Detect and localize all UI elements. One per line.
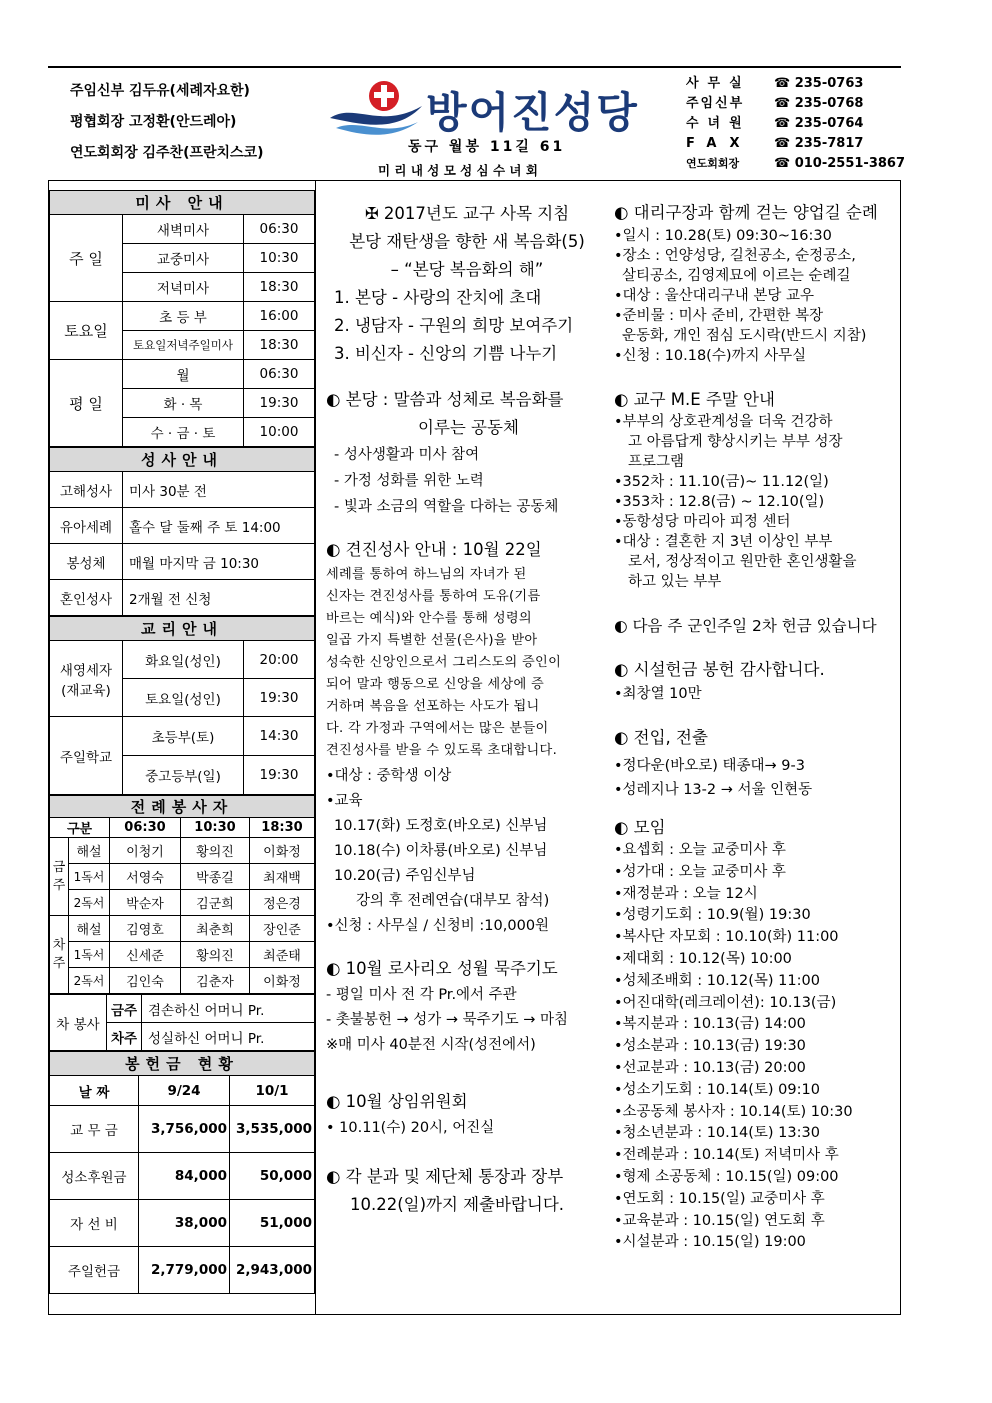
cha-week: 차주 (107, 1023, 142, 1051)
policy-item: 2. 냉담자 - 구원의 희망 보여주기 (334, 316, 574, 335)
pilgrimage-item: •장소 : 언양성당, 길천공소, 순정공소, (614, 248, 856, 264)
mass-time: 16:00 (244, 302, 315, 331)
rosary-item: ※매 미사 40분전 시작(성전에서) (326, 1037, 536, 1053)
server-name: 박순자 (110, 890, 181, 916)
left-column (49, 190, 315, 1294)
mass-name: 새벽미사 (123, 215, 244, 244)
saturday-label: 토요일 (50, 302, 123, 360)
sacrament-name: 봉성체 (50, 544, 123, 580)
meeting-item: •시설분과 : 10.15(일) 19:00 (614, 1234, 806, 1251)
sacrament-name: 유아세례 (50, 508, 123, 544)
mass-time: 06:30 (244, 215, 315, 244)
offering-head: 날 짜 (50, 1076, 139, 1106)
sacrament-name: 고해성사 (50, 472, 123, 508)
meeting-item: •연도회 : 10.15(일) 교중미사 후 (614, 1190, 825, 1207)
cha-table (49, 994, 315, 1051)
next-week-label: 차주 (50, 916, 69, 994)
policy-title: ✠ 2017년도 교구 사목 지침 (364, 204, 570, 223)
header-staff (70, 76, 263, 169)
sacrament-value: 2개월 전 신청 (123, 580, 315, 616)
bankbook-heading: 10.22(일)까지 제출바랍니다. (350, 1195, 565, 1214)
class-time: 19:30 (244, 679, 315, 717)
me-item: •대상 : 결혼한 지 3년 이상인 부부 (614, 534, 833, 550)
pilgrimage-item: •대상 : 울산대리구내 본당 교우 (614, 288, 814, 304)
offering-head: 9/24 (139, 1076, 230, 1106)
standing-committee-heading: ◐ 10월 상임위원회 (326, 1092, 468, 1111)
offering-head: 10/1 (230, 1076, 315, 1106)
pastor-line: 주임신부 김두유(세례자요한) (70, 83, 250, 99)
servers-head: 10:30 (181, 818, 250, 838)
parish-heading: ◐ 본당 : 말씀과 성체로 복음화를 (326, 390, 564, 409)
offering-table (49, 1051, 315, 1294)
second-collection-heading: ◐ 다음 주 군인주일 2차 헌금 있습니다 (614, 617, 877, 635)
mass-name: 토요일저녁주일미사 (123, 331, 244, 360)
offering-value: 84,000 (139, 1153, 230, 1200)
me-item: •352차 : 11.10(금)~ 11.12(일) (614, 474, 829, 490)
offering-value: 3,535,000 (230, 1106, 315, 1153)
cha-week: 금주 (107, 995, 142, 1023)
me-item: 고 아름답게 향상시키는 부부 성장 (628, 434, 843, 450)
policy-item: 3. 비신자 - 신앙의 기쁨 나누기 (334, 344, 558, 363)
me-item: •동항성당 마리아 피정 센터 (614, 514, 791, 530)
server-role: 해설 (69, 838, 110, 864)
transfer-item: •성레지나 13-2 → 서울 인현동 (614, 782, 813, 798)
weekday-label: 평 일 (50, 360, 123, 447)
column-divider (315, 180, 316, 1315)
server-name: 황의진 (181, 838, 250, 864)
meeting-item: •선교분과 : 10.13(금) 20:00 (614, 1059, 806, 1076)
contact-fax: FAX ☎ 235-7817 (686, 136, 864, 151)
meeting-item: •복지분과 : 10.13(금) 14:00 (614, 1016, 806, 1033)
server-name: 최춘희 (181, 916, 250, 942)
server-role: 해설 (69, 916, 110, 942)
policy-item: 1. 본당 - 사랑의 잔치에 초대 (334, 288, 542, 307)
offering-title: 봉헌금 현황 (50, 1052, 315, 1076)
offering-value: 38,000 (139, 1200, 230, 1247)
doctrine-table (49, 616, 315, 795)
pilgrimage-item: 살티공소, 김영제묘에 이르는 순례길 (622, 268, 851, 284)
class-name: 초등부(토) (123, 717, 244, 756)
mass-name: 수 · 금 · 토 (123, 418, 244, 447)
server-role: 1독서 (69, 942, 110, 968)
meeting-item: •성가대 : 오늘 교중미사 후 (614, 863, 786, 880)
mass-name: 월 (123, 360, 244, 389)
mass-time: 06:30 (244, 360, 315, 389)
meeting-item: •청소년분과 : 10.14(토) 13:30 (614, 1125, 820, 1142)
offering-value: 3,756,000 (139, 1106, 230, 1153)
server-name: 이화정 (250, 838, 315, 864)
pilgrimage-item: 운동화, 개인 점심 도시락(반드시 지참) (622, 328, 867, 344)
server-role: 2독서 (69, 890, 110, 916)
meeting-item: •전례분과 : 10.14(토) 저녁미사 후 (614, 1147, 839, 1164)
meeting-item: •복사단 자모회 : 10.10(화) 11:00 (614, 929, 839, 946)
server-name: 서영숙 (110, 864, 181, 890)
parish-address: 동구 월봉 11길 61 (408, 139, 566, 155)
sacrament-title: 성사안내 (50, 448, 315, 472)
sacrament-value: 홀수 달 둘째 주 토 14:00 (123, 508, 315, 544)
right-column (614, 200, 896, 1254)
me-item: 로서, 정상적이고 원만한 혼인생활을 (628, 554, 857, 570)
class-name: 토요일(성인) (123, 679, 244, 717)
meeting-item: •형제 소공동체 : 10.15(일) 09:00 (614, 1168, 839, 1185)
meeting-item: •성체조배회 : 10.12(목) 11:00 (614, 972, 820, 989)
meeting-item: •제대회 : 10.12(목) 10:00 (614, 950, 792, 967)
this-week-label: 금주 (50, 838, 69, 916)
mass-time: 10:30 (244, 244, 315, 273)
offering-value: 50,000 (230, 1153, 315, 1200)
cha-value: 겸손하신 어머니 Pr. (142, 995, 315, 1023)
server-role: 1독서 (69, 864, 110, 890)
server-name: 신세준 (110, 942, 181, 968)
contact-yeondo: 연도회회장 ☎ 010-2551-3867 (686, 156, 906, 171)
offering-value: 51,000 (230, 1200, 315, 1247)
mass-name: 초 등 부 (123, 302, 244, 331)
offering-label: 자 선 비 (50, 1200, 139, 1247)
mass-time: 18:30 (244, 331, 315, 360)
class-time: 14:30 (244, 717, 315, 756)
new-catechumen-label: 새영세자 (재교육) (50, 641, 123, 717)
header-top-rule (48, 66, 901, 68)
offering-label: 주일헌금 (50, 1247, 139, 1294)
parish-title: 방어진성당 (426, 88, 639, 137)
offering-label: 교 무 금 (50, 1106, 139, 1153)
rosary-item: - 평일 미사 전 각 Pr.에서 주관 (326, 987, 517, 1003)
server-name: 김영호 (110, 916, 181, 942)
class-name: 화요일(성인) (123, 641, 244, 679)
middle-column (326, 200, 608, 1219)
servers-head: 18:30 (250, 818, 315, 838)
cha-label: 차 봉사 (50, 995, 107, 1051)
council-president-line: 평협회장 고정환(안드레아) (70, 114, 237, 130)
sacrament-table (49, 447, 315, 616)
meeting-item: •어진대학(레크레이션): 10.13(금) (614, 994, 837, 1011)
server-name: 최준태 (250, 942, 315, 968)
sunday-school-label: 주일학교 (50, 717, 123, 795)
mass-name: 교중미사 (123, 244, 244, 273)
meeting-item: •성령기도회 : 10.9(월) 19:30 (614, 907, 811, 924)
mass-name: 화 · 목 (123, 389, 244, 418)
meeting-item: •재정분과 : 오늘 12시 (614, 885, 758, 902)
mass-table (49, 190, 315, 447)
server-name: 최재백 (250, 864, 315, 890)
class-time: 19:30 (244, 756, 315, 795)
servers-table (49, 795, 315, 994)
policy-theme: – “본당 복음화의 해” (390, 260, 544, 279)
server-name: 정은경 (250, 890, 315, 916)
parish-item: - 빛과 소금의 역할을 다하는 공동체 (334, 499, 559, 515)
pilgrimage-heading: ◐ 대리구장과 함께 걷는 양업길 순례 (614, 203, 878, 222)
mass-time: 19:30 (244, 389, 315, 418)
server-name: 장인준 (250, 916, 315, 942)
pilgrimage-item: •일시 : 10.28(토) 09:30~16:30 (614, 228, 832, 244)
mass-title: 미사 안내 (50, 191, 315, 215)
servers-title: 전례봉사자 (50, 796, 315, 818)
server-name: 김춘자 (181, 968, 250, 994)
offering-value: 2,779,000 (139, 1247, 230, 1294)
class-name: 중고등부(일) (123, 756, 244, 795)
sacrament-value: 미사 30분 전 (123, 472, 315, 508)
parish-heading: 이루는 공동체 (418, 418, 519, 437)
mass-time: 10:00 (244, 418, 315, 447)
meeting-item: •요셉회 : 오늘 교중미사 후 (614, 842, 786, 858)
me-weekend-heading: ◐ 교구 M.E 주말 안내 (614, 390, 775, 409)
yeondo-president-line: 연도회회장 김주찬(프란치스코) (70, 145, 264, 161)
facility-offering-heading: ◐ 시설헌금 봉헌 감사합니다. (614, 660, 825, 679)
mass-name: 저녁미사 (123, 273, 244, 302)
server-name: 김군희 (181, 890, 250, 916)
convent-name: 미 리 내 성 모 성 심 수 녀 회 (378, 163, 538, 178)
me-item: 하고 있는 부부 (628, 574, 722, 590)
doctrine-title: 교리안내 (50, 617, 315, 641)
contact-convent: 수녀원 ☎ 235-0764 (686, 116, 864, 131)
servers-head: 구분 (50, 818, 110, 838)
confirmation-details: •대상 : 중학생 이상 •교육 10.17(화) 도정호(바오로) 신부님 10.18(수) 이차룡(바오로) 신부님 10.20(금) 주임신부님 강의 후 전례연습(대부모 참석) •신청 : 사무실 / 신청비 :10,000원 (326, 768, 550, 934)
server-name: 박종길 (181, 864, 250, 890)
meetings-heading: ◐ 모임 (614, 818, 666, 837)
sacrament-value: 매월 마지막 금 10:30 (123, 544, 315, 580)
mass-time: 18:30 (244, 273, 315, 302)
parish-item: - 가정 성화를 위한 노력 (334, 473, 484, 489)
pilgrimage-item: •신청 : 10.18(수)까지 사무실 (614, 348, 807, 364)
policy-subtitle: 본당 재탄생을 향한 새 복음화(5) (349, 232, 585, 251)
confirmation-heading: ◐ 견진성사 안내 : 10월 22일 (326, 540, 542, 559)
pilgrimage-item: •준비물 : 미사 준비, 간편한 복장 (614, 308, 824, 324)
parish-item: - 성사생활과 미사 참여 (334, 447, 480, 463)
server-name: 황의진 (181, 942, 250, 968)
standing-committee-item: • 10.11(수) 20시, 어진실 (326, 1120, 495, 1136)
meeting-item: •소공동체 봉사자 : 10.14(토) 10:30 (614, 1103, 853, 1120)
server-role: 2독서 (69, 968, 110, 994)
cha-value: 성실하신 어머니 Pr. (142, 1023, 315, 1051)
parish-logo-icon (326, 78, 426, 136)
transfer-item: •정다운(바오로) 태종대→ 9-3 (614, 758, 805, 774)
meeting-item: •성소기도회 : 10.14(토) 09:10 (614, 1081, 820, 1098)
facility-offering-item: •최창열 10만 (614, 686, 702, 702)
contact-list (686, 74, 906, 174)
rosary-item: - 촛불봉헌 → 성가 → 묵주기도 → 마침 (326, 1012, 569, 1028)
confirmation-body: 세례를 통하여 하느님의 자녀가 된 신자는 견진성사를 통하여 도유(기름 바르는 예식)와 안수를 통해 성령의 일곱 가지 특별한 선물(은사)을 받아 성숙한 신앙인으로서 그리스도의 증인이 되어 말과 행동으로 신앙을 세상에 증 거하며 복음을 선포하는 사도가 됩니 다. 각 가정과 구역에서는 많은 분들이 견진성사를 받을 수 있도록 초대합니다. (326, 567, 562, 758)
offering-value: 2,943,000 (230, 1247, 315, 1294)
server-name: 이청기 (110, 838, 181, 864)
servers-head: 06:30 (110, 818, 181, 838)
server-name: 이화정 (250, 968, 315, 994)
me-item: •부부의 상호관계성을 더욱 건강하 (614, 414, 833, 430)
meetings-list (614, 840, 896, 1254)
class-time: 20:00 (244, 641, 315, 679)
bankbook-heading: ◐ 각 분과 및 제단체 통장과 장부 (326, 1167, 564, 1186)
server-name: 김인숙 (110, 968, 181, 994)
sacrament-name: 혼인성사 (50, 580, 123, 616)
contact-office: 사무실 ☎ 235-0763 (686, 76, 864, 91)
contact-pastor: 주임신부 ☎ 235-0768 (686, 96, 864, 111)
meeting-item: •교육분과 : 10.15(일) 연도회 후 (614, 1212, 825, 1229)
transfer-heading: ◐ 전입, 전출 (614, 728, 708, 747)
me-item: 프로그램 (628, 454, 685, 470)
sunday-label: 주 일 (50, 215, 123, 302)
me-item: •353차 : 12.8(금) ~ 12.10(일) (614, 494, 825, 510)
meeting-item: •성소분과 : 10.13(금) 19:30 (614, 1038, 806, 1055)
rosary-heading: ◐ 10월 로사리오 성월 묵주기도 (326, 959, 558, 978)
offering-label: 성소후원금 (50, 1153, 139, 1200)
